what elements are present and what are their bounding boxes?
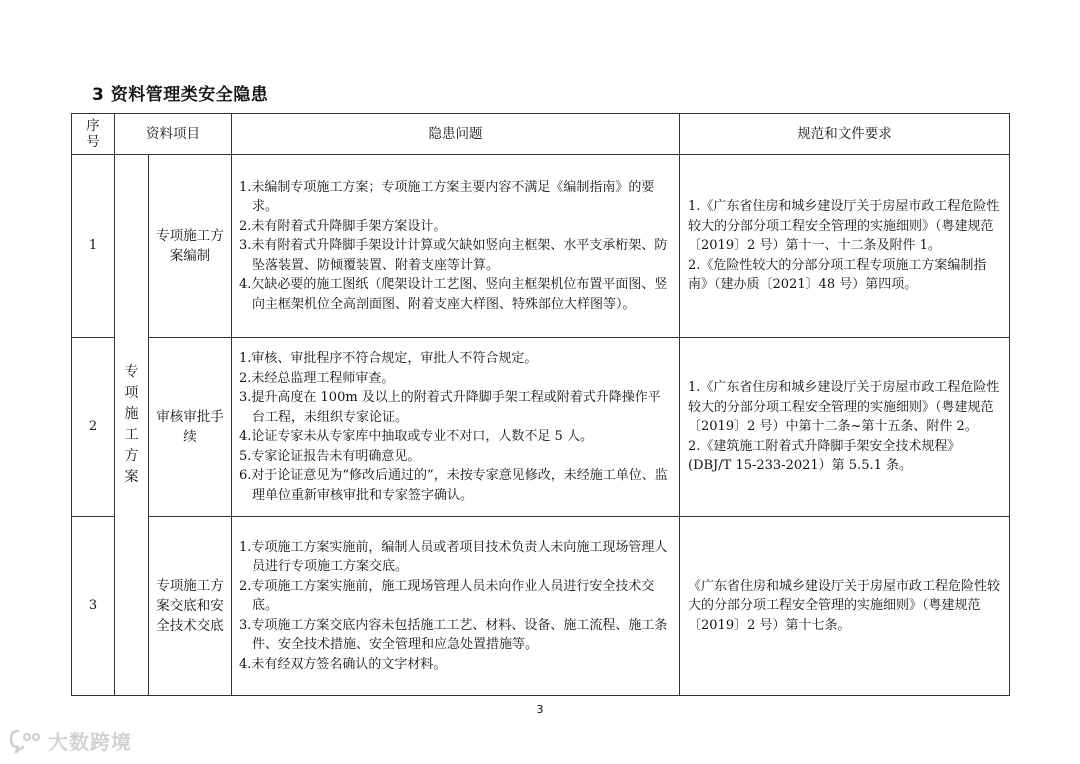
issue-line: 2.未有附着式升降脚手架方案设计。 (239, 218, 447, 234)
row-standards (680, 338, 1010, 517)
standard-line: 2.《建筑施工附着式升降脚手架安全技术规程》(DBJ/T 15-233-2021）第 5.5.1 条。 (688, 438, 961, 474)
row-standards (680, 155, 1010, 338)
row-issues (232, 155, 680, 338)
issue-line: 3.专项施工方案交底内容未包括施工工艺、材料、设备、施工流程、施工条件、安全技术措施、安全管理和应急处置措施等。 (239, 617, 668, 653)
standard-line: 1.《广东省住房和城乡建设厅关于房屋市政工程危险性较大的分部分项工程安全管理的实施细则》（粤建规范〔2019〕2 号）中第十二条~第十五条、附件 2。 (688, 380, 1000, 435)
issue-line: 1.专项施工方案实施前，编制人员或者项目技术负责人未向施工现场管理人员进行专项施工方案交底。 (239, 539, 668, 575)
header-seq: 序号 (72, 114, 115, 155)
row-issues (232, 338, 680, 517)
watermark-logo-icon (8, 728, 42, 754)
page-number: 3 (536, 703, 544, 716)
issue-line: 5.专家论证报告未有明确意见。 (239, 448, 421, 464)
header-standards: 规范和文件要求 (680, 114, 1010, 155)
header-issues: 隐患问题 (232, 114, 680, 155)
header-item: 资料项目 (115, 114, 232, 155)
table-row (72, 517, 1010, 696)
issue-line: 2.未经总监理工程师审查。 (239, 370, 395, 386)
row-item: 审核审批手续 (149, 338, 232, 517)
issue-line: 3.提升高度在 100m 及以上的附着式升降脚手架工程或附着式升降操作平台工程，未组织专家论证。 (239, 390, 661, 425)
table-header-row (72, 114, 1010, 155)
row-item: 专项施工方案编制 (149, 155, 232, 338)
category-label: 专项施工方案 (124, 364, 139, 485)
issue-line: 2.专项施工方案实施前，施工现场管理人员未向作业人员进行安全技术交底。 (239, 578, 655, 614)
table-row (72, 155, 1010, 338)
issue-line: 1.未编制专项施工方案；专项施工方案主要内容不满足《编制指南》的要求。 (239, 179, 655, 215)
issue-line: 1.审核、审批程序不符合规定，审批人不符合规定。 (239, 351, 538, 366)
table-row (72, 338, 1010, 517)
standard-line: 1.《广东省住房和城乡建设厅关于房屋市政工程危险性较大的分部分项工程安全管理的实施细则》（粤建规范〔2019〕2 号）第十一、十二条及附件 1。 (688, 199, 1000, 254)
category-cell (115, 155, 149, 696)
issue-line: 4.未有经双方签名确认的文字材料。 (239, 656, 447, 672)
row-seq: 1 (72, 155, 115, 338)
row-seq: 2 (72, 338, 115, 517)
row-issues (232, 517, 680, 696)
row-item: 专项施工方案交底和安全技术交底 (149, 517, 232, 696)
row-standards (680, 517, 1010, 696)
issue-line: 3.未有附着式升降脚手架设计计算或欠缺如竖向主框架、水平支承桁架、防坠落装置、防倾覆装置、附着支座等计算。 (239, 238, 668, 273)
standard-line: 《广东省住房和城乡建设厅关于房屋市政工程危险性较大的分部分项工程安全管理的实施细则》（粤建规范〔2019〕2 号）第十七条。 (688, 578, 1001, 633)
watermark-text: 大数跨境 (48, 730, 132, 754)
issue-line: 4.欠缺必要的施工图纸（爬架设计工艺图、竖向主框架机位布置平面图、竖向主框架机位全高剖面图、附着支座大样图、特殊部位大样图等）。 (239, 277, 668, 312)
standard-line: 2.《危险性较大的分部分项工程专项施工方案编制指南》（建办质〔2021〕48 号）第四项。 (688, 257, 987, 293)
section-heading: 3 资料管理类安全隐患 (92, 85, 269, 105)
issue-line: 6.对于论证意见为“修改后通过的”，未按专家意见修改，未经施工单位、监理单位重新审核审批和专家签字确认。 (239, 468, 668, 503)
hazard-table (71, 113, 1010, 696)
issue-line: 4.论证专家未从专家库中抽取或专业不对口，人数不足 5 人。 (239, 429, 593, 444)
row-seq: 3 (72, 517, 115, 696)
watermark (8, 726, 132, 755)
